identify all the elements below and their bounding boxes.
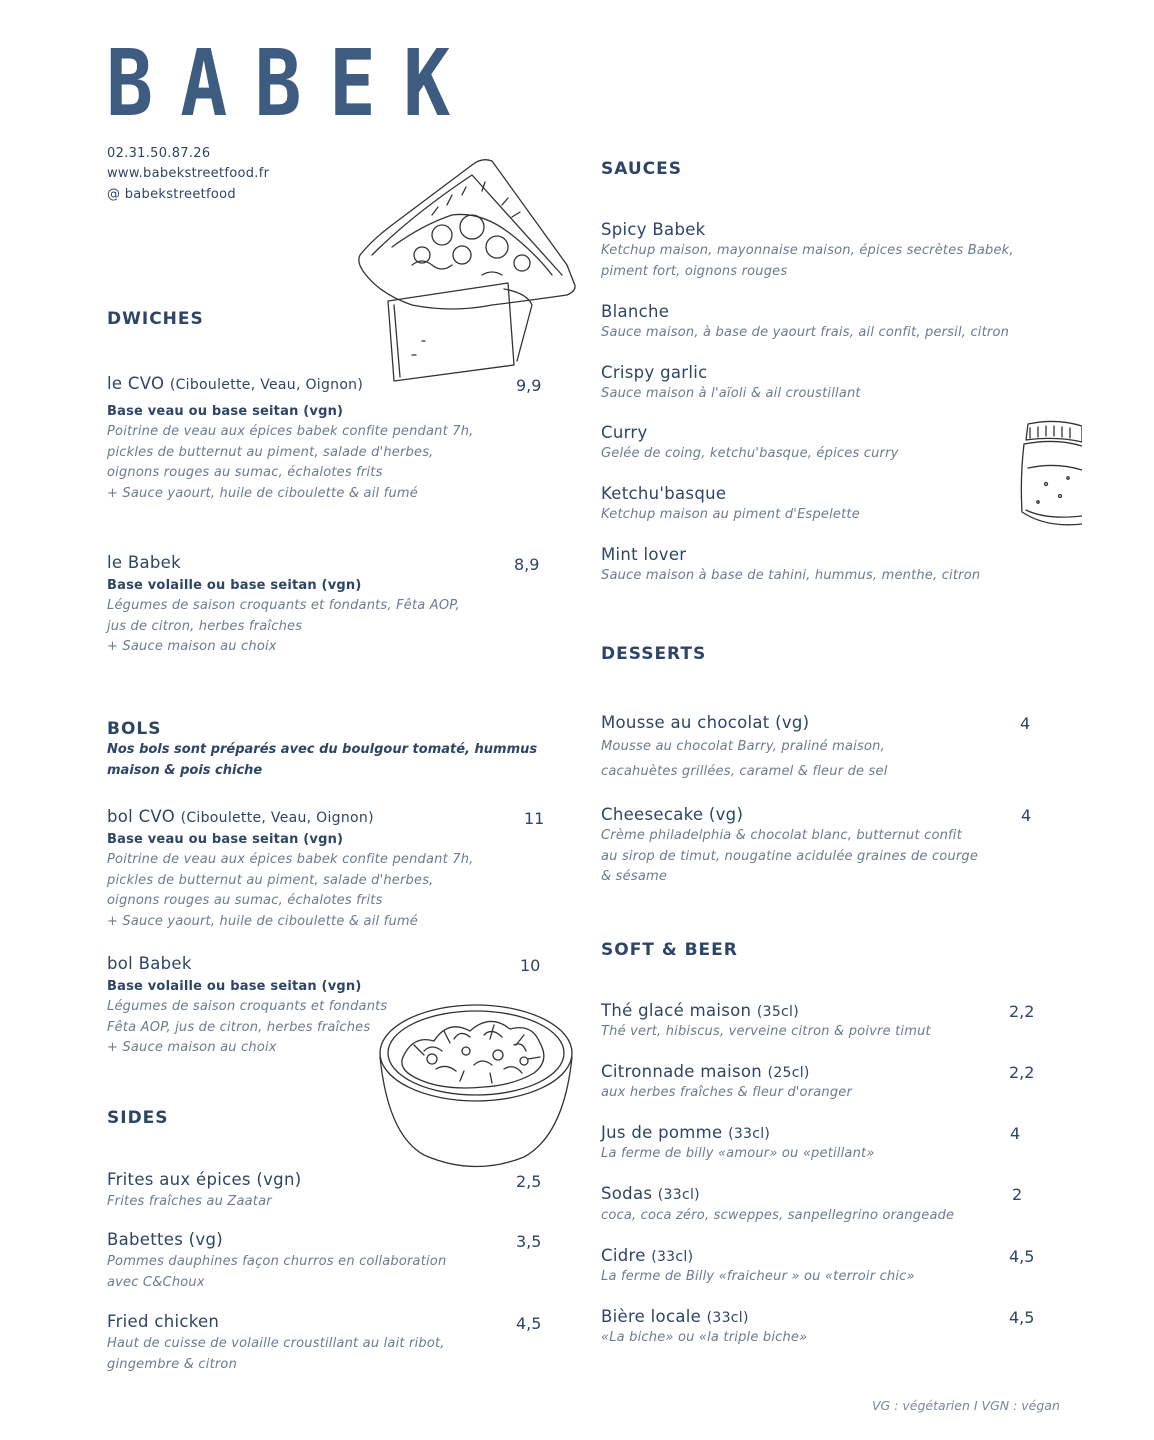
menu-item-name: Thé glacé maison (35cl) bbox=[601, 1001, 799, 1020]
menu-item-price: 4 bbox=[1021, 806, 1032, 825]
menu-item-description: Mousse au chocolat Barry, praliné maison, cacahuètes grillées, caramel & fleur de sel bbox=[601, 739, 888, 779]
menu-item-price: 9,9 bbox=[516, 376, 542, 395]
menu-item-price: 4 bbox=[1020, 714, 1031, 733]
menu-item-name: Bière locale (33cl) bbox=[601, 1307, 749, 1326]
menu-item-name: le Babek bbox=[107, 553, 181, 572]
menu-item-name: bol Babek bbox=[107, 954, 192, 973]
menu-item-description: Gelée de coing, ketchu'basque, épices curry bbox=[601, 446, 899, 461]
contact-instagram[interactable]: @ babekstreetfood bbox=[107, 187, 236, 202]
menu-item-base: Base volaille ou base seitan (vgn) bbox=[107, 578, 362, 593]
menu-item-description: Frites fraîches au Zaatar bbox=[107, 1194, 272, 1209]
menu-item-price: 2,2 bbox=[1009, 1002, 1035, 1021]
menu-item-price: 2 bbox=[1012, 1185, 1023, 1204]
menu-item-name: Curry bbox=[601, 423, 648, 442]
menu-item-price: 11 bbox=[524, 809, 545, 828]
menu-item-price: 2,2 bbox=[1009, 1063, 1035, 1082]
menu-item-description: La ferme de billy «amour» ou «petillant» bbox=[601, 1146, 875, 1161]
menu-item-price: 2,5 bbox=[516, 1172, 542, 1191]
salad-bowl-illustration-icon bbox=[374, 995, 578, 1177]
menu-item-description: Poitrine de veau aux épices babek confite pendant 7h, pickles de butternut au piment, salade d'herbes, oignons rouges au sumac, échalotes frits + Sauce yaourt, huile de ciboulette & ail fumé bbox=[107, 424, 474, 501]
menu-item-name: Crispy garlic bbox=[601, 363, 708, 382]
section-title-sauces: SAUCES bbox=[601, 159, 683, 179]
menu-item-name: Frites aux épices (vgn) bbox=[107, 1170, 302, 1189]
section-title-sides: SIDES bbox=[107, 1108, 169, 1128]
section-title-bols: BOLS bbox=[107, 719, 162, 739]
menu-item-name: Ketchu'basque bbox=[601, 484, 727, 503]
sauce-jar-illustration-icon bbox=[1016, 418, 1082, 530]
menu-item-description: Ketchup maison, mayonnaise maison, épices secrètes Babek, piment fort, oignons rouges bbox=[601, 243, 1014, 279]
menu-item-price: 3,5 bbox=[516, 1232, 542, 1251]
menu-item-name: Mint lover bbox=[601, 545, 687, 564]
menu-item-description: Légumes de saison croquants et fondants, Fêta AOP, jus de citron, herbes fraîches + Sauce maison au choix bbox=[107, 598, 460, 654]
menu-item-name: Sodas (33cl) bbox=[601, 1184, 700, 1203]
menu-item-description: Crème philadelphia & chocolat blanc, butternut confit au sirop de timut, nougatine acidulée graines de courge & sésame bbox=[601, 828, 979, 884]
menu-item-description: coca, coca zéro, scweppes, sanpellegrino orangeade bbox=[601, 1208, 955, 1223]
menu-item-base: Base volaille ou base seitan (vgn) bbox=[107, 979, 362, 994]
menu-item-description: Thé vert, hibiscus, verveine citron & poivre timut bbox=[601, 1024, 931, 1039]
menu-item-name: Mousse au chocolat (vg) bbox=[601, 713, 810, 732]
brand-logo: BABEK bbox=[106, 30, 478, 137]
menu-item-price: 4,5 bbox=[1009, 1308, 1035, 1327]
menu-item-price: 4,5 bbox=[516, 1314, 542, 1333]
menu-item-name: Cidre (33cl) bbox=[601, 1246, 694, 1265]
menu-item-description: «La biche» ou «la triple biche» bbox=[601, 1330, 808, 1345]
section-title-desserts: DESSERTS bbox=[601, 644, 707, 664]
menu-item-description: Sauce maison à base de tahini, hummus, menthe, citron bbox=[601, 568, 981, 583]
menu-item-price: 10 bbox=[520, 956, 541, 975]
menu-item-price: 8,9 bbox=[514, 555, 540, 574]
menu-item-name: Fried chicken bbox=[107, 1312, 220, 1331]
menu-item-base: Base veau ou base seitan (vgn) bbox=[107, 404, 344, 419]
section-title-dwiches: DWICHES bbox=[107, 309, 204, 329]
menu-item-name: Blanche bbox=[601, 302, 670, 321]
menu-item-description: Pommes dauphines façon churros en collaboration avec C&Choux bbox=[107, 1254, 447, 1290]
contact-phone[interactable]: 02.31.50.87.26 bbox=[107, 146, 211, 161]
menu-item-description: Sauce maison à l'aïoli & ail croustillant bbox=[601, 386, 861, 401]
menu-item-name: le CVO (Ciboulette, Veau, Oignon) bbox=[107, 374, 364, 393]
menu-item-description: Poitrine de veau aux épices babek confite pendant 7h, pickles de butternut au piment, salade d'herbes, oignons rouges au sumac, échalotes frits + Sauce yaourt, huile de ciboulette & ail fumé bbox=[107, 852, 474, 929]
pita-sandwich-illustration-icon bbox=[352, 155, 584, 385]
menu-item-name: Spicy Babek bbox=[601, 220, 706, 239]
menu-item-description: Légumes de saison croquants et fondants Fêta AOP, jus de citron, herbes fraîches + Sauce maison au choix bbox=[107, 999, 388, 1055]
menu-item-name: bol CVO (Ciboulette, Veau, Oignon) bbox=[107, 807, 374, 826]
menu-item-description: Ketchup maison au piment d'Espelette bbox=[601, 507, 860, 522]
menu-item-description: La ferme de Billy «fraicheur » ou «terroir chic» bbox=[601, 1269, 915, 1284]
diet-legend: VG : végétarien I VGN : végan bbox=[872, 1398, 1060, 1413]
menu-item-base: Base veau ou base seitan (vgn) bbox=[107, 832, 344, 847]
menu-item-description: aux herbes fraîches & fleur d'oranger bbox=[601, 1085, 853, 1100]
menu-item-name: Citronnade maison (25cl) bbox=[601, 1062, 810, 1081]
menu-item-description: Sauce maison, à base de yaourt frais, ail confit, persil, citron bbox=[601, 325, 1010, 340]
menu-item-price: 4,5 bbox=[1009, 1247, 1035, 1266]
section-title-soft-beer: SOFT & BEER bbox=[601, 940, 738, 960]
menu-item-name: Jus de pomme (33cl) bbox=[601, 1123, 771, 1142]
contact-website[interactable]: www.babekstreetfood.fr bbox=[107, 166, 270, 181]
menu-item-name: Babettes (vg) bbox=[107, 1230, 223, 1249]
menu-item-name: Cheesecake (vg) bbox=[601, 805, 744, 824]
bols-note: Nos bols sont préparés avec du boulgour tomaté, hummus maison & pois chiche bbox=[107, 742, 538, 778]
menu-item-price: 4 bbox=[1010, 1124, 1021, 1143]
menu-item-description: Haut de cuisse de volaille croustillant au lait ribot, gingembre & citron bbox=[107, 1336, 445, 1372]
